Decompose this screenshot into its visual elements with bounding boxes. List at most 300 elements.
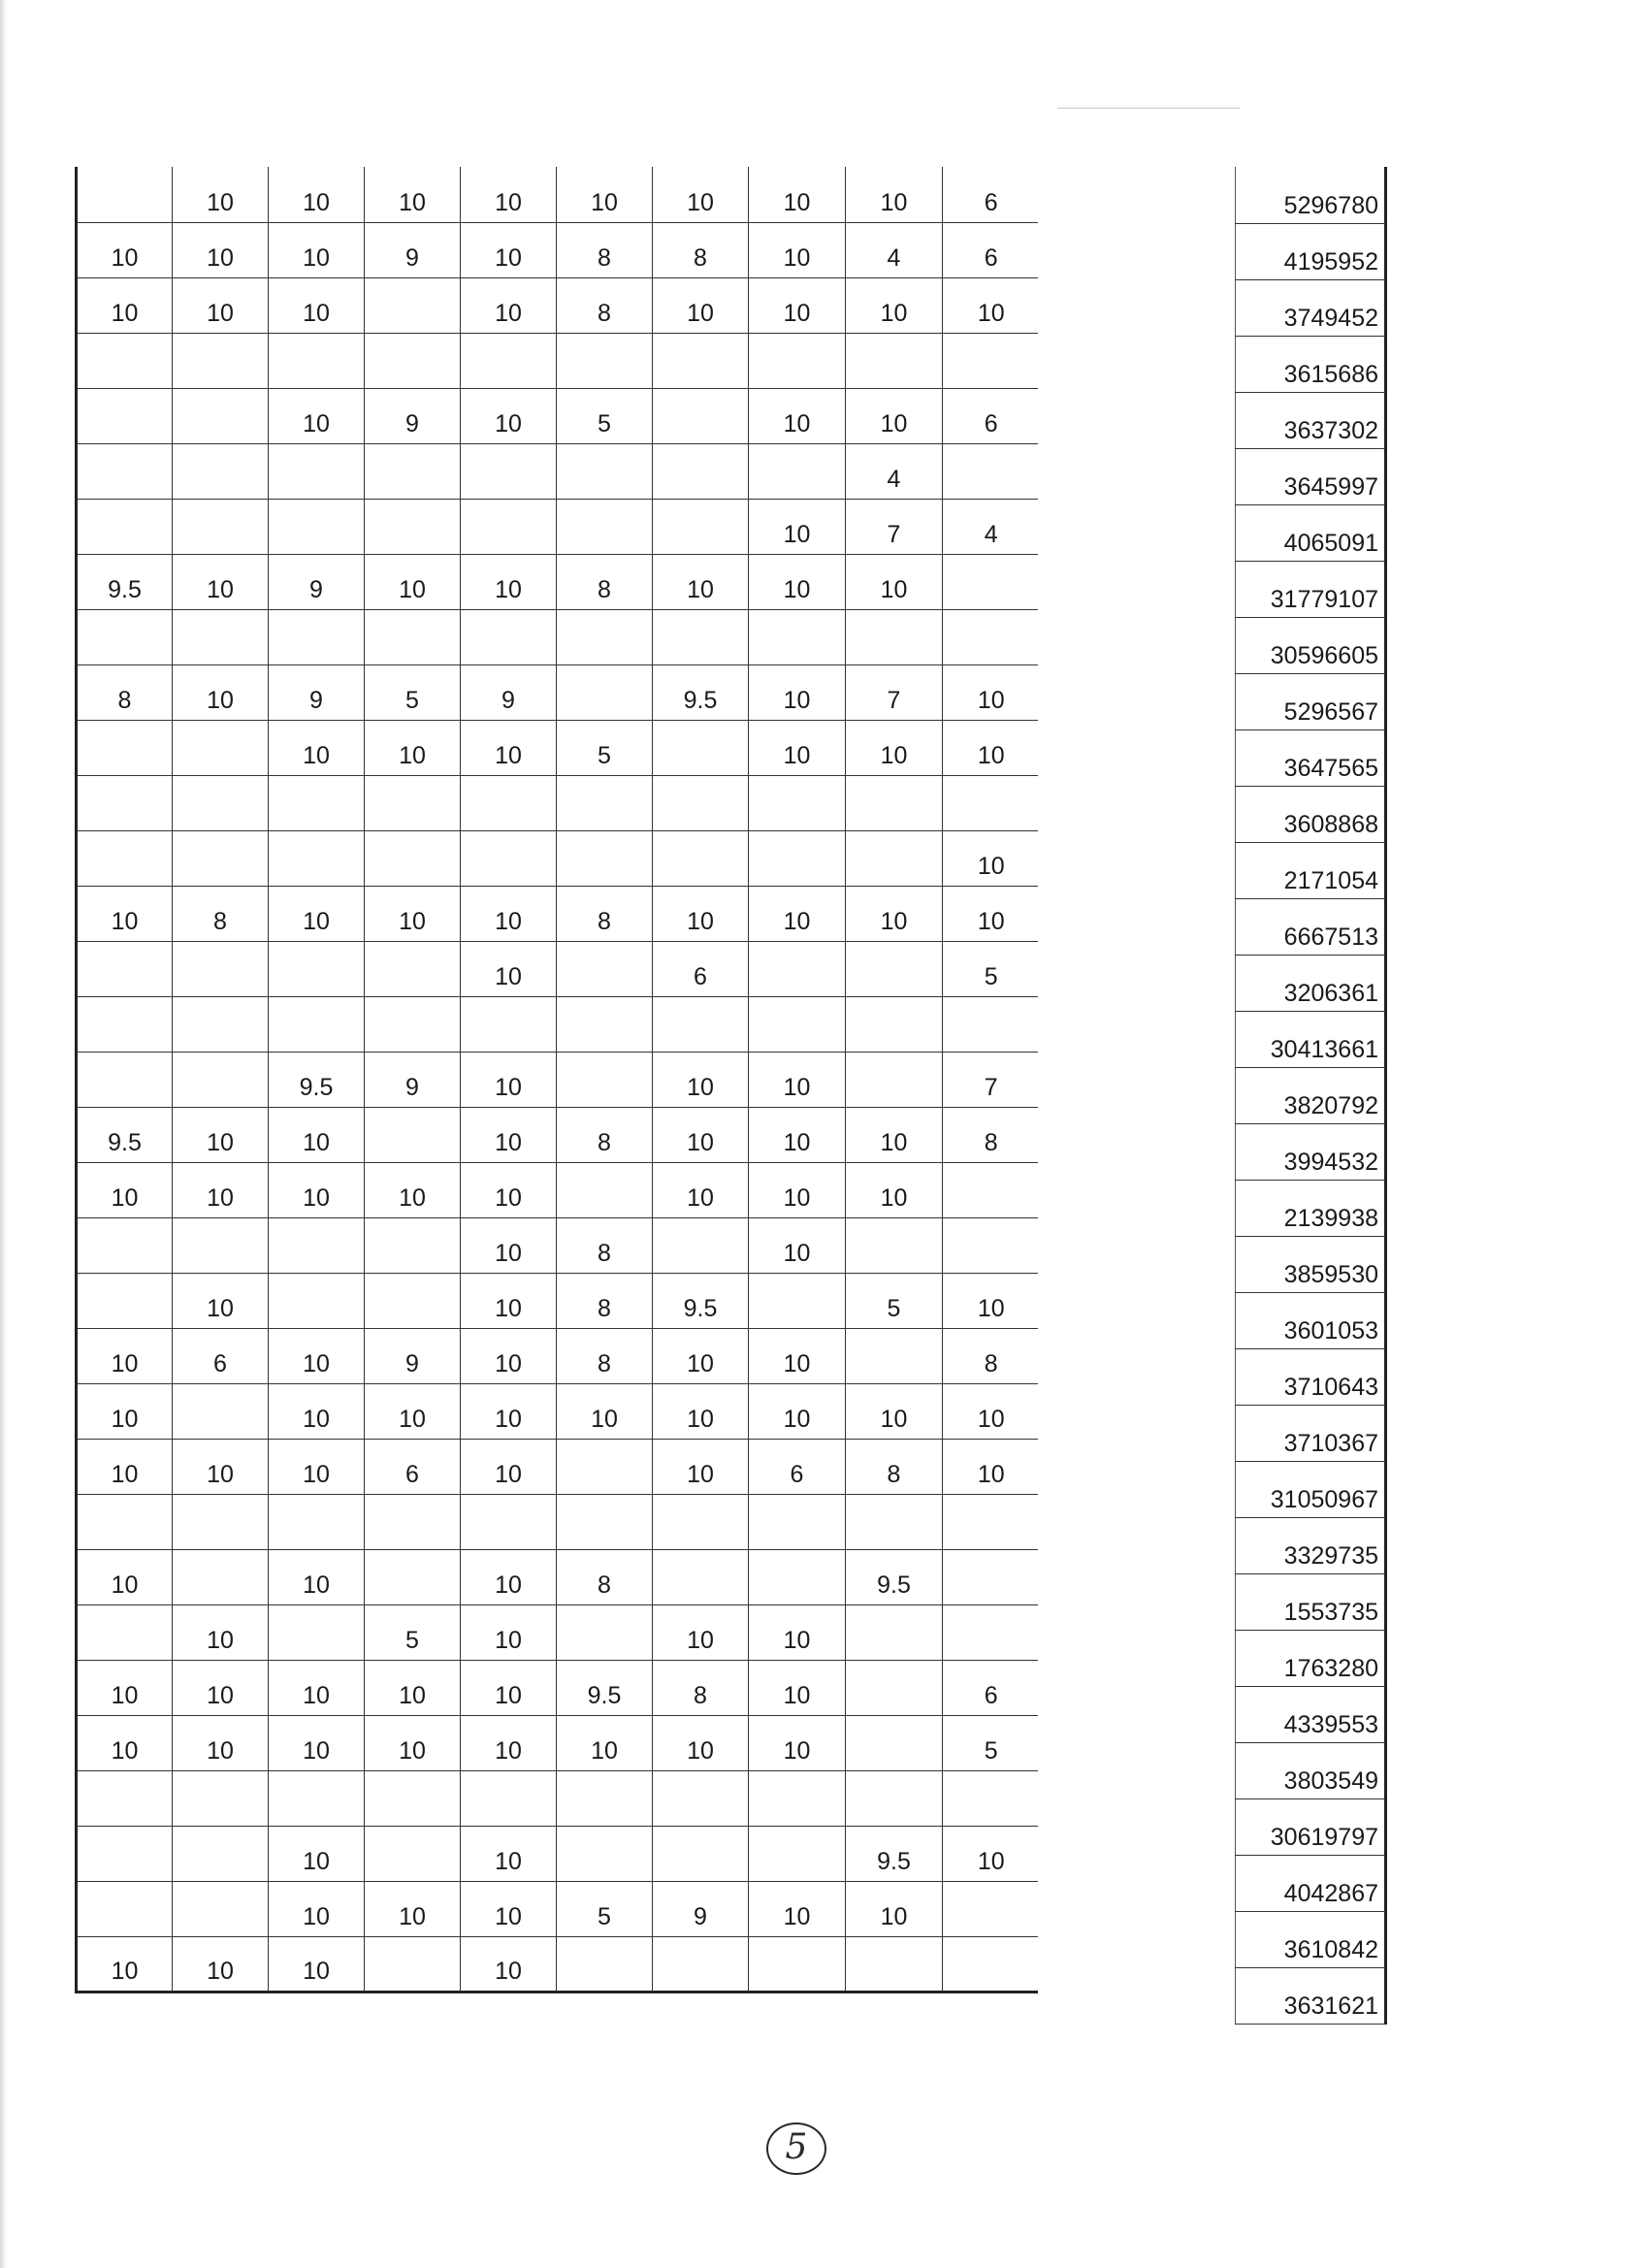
score-cell xyxy=(269,443,365,499)
score-cell: 9 xyxy=(653,1881,749,1936)
score-cell xyxy=(173,720,269,775)
score-cell xyxy=(653,1217,749,1273)
score-cell: 10 xyxy=(461,1826,557,1881)
student-id-row xyxy=(1236,1461,1386,1517)
score-cell: 10 xyxy=(461,720,557,775)
score-cell: 5 xyxy=(943,941,1039,996)
score-row xyxy=(77,886,1039,941)
student-id-cell: 3615686 xyxy=(1236,336,1386,392)
score-cell xyxy=(653,1826,749,1881)
score-row xyxy=(77,720,1039,775)
score-row xyxy=(77,277,1039,333)
scores-table-body xyxy=(77,167,1039,1992)
score-cell: 10 xyxy=(173,1162,269,1217)
score-cell xyxy=(557,1826,653,1881)
score-cell: 10 xyxy=(749,720,846,775)
score-cell xyxy=(943,333,1039,388)
student-id-row xyxy=(1236,1967,1386,2024)
score-cell xyxy=(77,1770,173,1826)
score-cell: 8 xyxy=(557,222,653,277)
score-cell: 6 xyxy=(943,1660,1039,1715)
score-cell xyxy=(77,720,173,775)
score-cell xyxy=(173,1052,269,1107)
score-cell xyxy=(365,941,461,996)
score-cell xyxy=(269,1604,365,1660)
score-cell xyxy=(269,1770,365,1826)
score-cell: 8 xyxy=(557,1273,653,1328)
score-cell xyxy=(846,941,943,996)
score-cell xyxy=(943,1936,1039,1992)
score-cell: 5 xyxy=(557,388,653,443)
student-id-row xyxy=(1236,1292,1386,1348)
score-cell: 10 xyxy=(77,222,173,277)
score-row xyxy=(77,664,1039,720)
student-id-row xyxy=(1236,786,1386,842)
score-cell: 4 xyxy=(846,222,943,277)
score-row xyxy=(77,1052,1039,1107)
score-cell: 10 xyxy=(77,1162,173,1217)
score-cell xyxy=(653,1770,749,1826)
score-row xyxy=(77,222,1039,277)
score-cell xyxy=(77,1826,173,1881)
score-cell xyxy=(77,609,173,664)
score-cell: 5 xyxy=(365,1604,461,1660)
score-cell xyxy=(173,996,269,1052)
score-cell: 10 xyxy=(749,1052,846,1107)
score-cell: 6 xyxy=(653,941,749,996)
student-id-cell: 2139938 xyxy=(1236,1180,1386,1236)
score-cell: 10 xyxy=(461,1936,557,1992)
score-cell: 10 xyxy=(365,1383,461,1439)
score-cell xyxy=(173,1549,269,1604)
score-cell xyxy=(461,996,557,1052)
score-row xyxy=(77,499,1039,554)
score-cell: 10 xyxy=(461,1273,557,1328)
score-cell xyxy=(173,1826,269,1881)
student-id-row xyxy=(1236,1236,1386,1292)
score-cell: 9 xyxy=(365,1328,461,1383)
score-cell xyxy=(77,333,173,388)
score-cell: 10 xyxy=(461,1328,557,1383)
score-cell xyxy=(653,720,749,775)
score-cell xyxy=(461,333,557,388)
score-cell: 10 xyxy=(365,720,461,775)
score-cell xyxy=(365,1770,461,1826)
score-cell xyxy=(77,1217,173,1273)
score-cell xyxy=(749,1936,846,1992)
score-cell: 8 xyxy=(173,886,269,941)
score-cell: 10 xyxy=(653,1604,749,1660)
student-id-cell: 3994532 xyxy=(1236,1123,1386,1180)
score-cell: 10 xyxy=(749,1162,846,1217)
score-cell: 9 xyxy=(365,1052,461,1107)
student-id-row xyxy=(1236,898,1386,955)
score-cell: 10 xyxy=(653,167,749,222)
score-cell: 8 xyxy=(77,664,173,720)
student-id-row xyxy=(1236,223,1386,279)
score-cell: 10 xyxy=(365,167,461,222)
score-cell xyxy=(749,775,846,830)
score-cell: 8 xyxy=(557,554,653,609)
score-cell: 10 xyxy=(846,1162,943,1217)
score-cell: 10 xyxy=(365,554,461,609)
score-cell xyxy=(943,1162,1039,1217)
score-cell: 10 xyxy=(943,1273,1039,1328)
student-id-table-body xyxy=(1236,167,1386,2024)
score-cell: 10 xyxy=(653,1439,749,1494)
score-cell: 10 xyxy=(365,1715,461,1770)
score-cell xyxy=(269,1273,365,1328)
score-cell xyxy=(269,941,365,996)
score-cell: 9 xyxy=(461,664,557,720)
score-cell: 10 xyxy=(557,1383,653,1439)
score-cell: 9.5 xyxy=(846,1549,943,1604)
score-cell xyxy=(77,1273,173,1328)
score-cell: 10 xyxy=(173,1660,269,1715)
score-cell: 10 xyxy=(461,1052,557,1107)
score-row xyxy=(77,1439,1039,1494)
score-cell: 10 xyxy=(173,277,269,333)
score-cell: 10 xyxy=(846,720,943,775)
student-id-cell: 3645997 xyxy=(1236,448,1386,504)
score-cell: 10 xyxy=(943,664,1039,720)
student-id-cell: 3631621 xyxy=(1236,1967,1386,2024)
student-id-row xyxy=(1236,955,1386,1011)
student-id-cell: 1763280 xyxy=(1236,1630,1386,1686)
score-cell xyxy=(269,996,365,1052)
student-id-row xyxy=(1236,1911,1386,1967)
score-cell: 10 xyxy=(269,1439,365,1494)
score-cell xyxy=(846,1770,943,1826)
score-cell: 10 xyxy=(943,1383,1039,1439)
score-cell: 6 xyxy=(749,1439,846,1494)
score-cell xyxy=(557,443,653,499)
score-cell: 10 xyxy=(461,167,557,222)
student-id-cell: 3610842 xyxy=(1236,1911,1386,1967)
student-id-cell: 30596605 xyxy=(1236,617,1386,673)
score-cell xyxy=(749,1494,846,1549)
score-cell xyxy=(846,1217,943,1273)
score-cell: 8 xyxy=(653,1660,749,1715)
student-id-cell: 3647565 xyxy=(1236,729,1386,786)
score-row xyxy=(77,1936,1039,1992)
score-cell xyxy=(365,499,461,554)
score-cell: 8 xyxy=(557,1328,653,1383)
score-cell: 10 xyxy=(269,1826,365,1881)
score-cell: 8 xyxy=(943,1107,1039,1162)
score-cell: 10 xyxy=(653,1328,749,1383)
score-cell xyxy=(653,830,749,886)
score-cell xyxy=(846,775,943,830)
score-cell: 10 xyxy=(173,1107,269,1162)
score-cell xyxy=(365,775,461,830)
student-id-row xyxy=(1236,1686,1386,1742)
score-cell: 10 xyxy=(653,1162,749,1217)
student-id-row xyxy=(1236,1573,1386,1630)
score-cell: 8 xyxy=(557,277,653,333)
score-cell: 10 xyxy=(749,1217,846,1273)
score-cell: 10 xyxy=(269,720,365,775)
score-cell: 10 xyxy=(461,1383,557,1439)
score-cell: 10 xyxy=(653,277,749,333)
score-cell xyxy=(173,830,269,886)
score-cell: 10 xyxy=(846,388,943,443)
page-number-circled: 5 xyxy=(766,2122,826,2175)
score-cell: 10 xyxy=(749,222,846,277)
score-cell: 6 xyxy=(943,222,1039,277)
score-cell xyxy=(846,609,943,664)
score-cell xyxy=(943,775,1039,830)
score-cell: 10 xyxy=(269,167,365,222)
score-cell: 9.5 xyxy=(653,1273,749,1328)
score-cell xyxy=(557,1052,653,1107)
score-row xyxy=(77,333,1039,388)
score-cell: 9 xyxy=(269,554,365,609)
score-cell: 10 xyxy=(269,1936,365,1992)
score-cell: 10 xyxy=(846,167,943,222)
score-row xyxy=(77,1383,1039,1439)
score-cell xyxy=(557,830,653,886)
student-id-cell: 3710367 xyxy=(1236,1405,1386,1461)
score-cell: 5 xyxy=(846,1273,943,1328)
score-cell: 7 xyxy=(943,1052,1039,1107)
score-cell: 10 xyxy=(846,1383,943,1439)
score-cell: 10 xyxy=(269,1549,365,1604)
score-cell xyxy=(365,443,461,499)
student-id-row xyxy=(1236,842,1386,898)
score-row xyxy=(77,1770,1039,1826)
score-cell: 9 xyxy=(365,222,461,277)
score-cell xyxy=(365,333,461,388)
score-cell: 10 xyxy=(653,886,749,941)
score-cell xyxy=(653,609,749,664)
score-cell: 10 xyxy=(653,1383,749,1439)
score-cell: 10 xyxy=(77,886,173,941)
student-id-cell: 3820792 xyxy=(1236,1067,1386,1123)
student-id-row xyxy=(1236,1067,1386,1123)
score-cell xyxy=(365,1549,461,1604)
score-cell xyxy=(461,1494,557,1549)
score-row xyxy=(77,388,1039,443)
score-cell: 10 xyxy=(749,1107,846,1162)
score-cell: 10 xyxy=(557,1715,653,1770)
score-row xyxy=(77,443,1039,499)
score-cell xyxy=(173,1494,269,1549)
score-cell xyxy=(173,1770,269,1826)
student-id-row xyxy=(1236,1405,1386,1461)
score-cell: 7 xyxy=(846,664,943,720)
score-row xyxy=(77,775,1039,830)
score-row xyxy=(77,167,1039,222)
score-cell xyxy=(461,1770,557,1826)
student-id-cell: 4065091 xyxy=(1236,504,1386,561)
score-cell xyxy=(846,333,943,388)
score-cell xyxy=(461,609,557,664)
student-id-row xyxy=(1236,1011,1386,1067)
score-cell xyxy=(77,830,173,886)
score-cell: 10 xyxy=(749,1604,846,1660)
student-id-cell: 4339553 xyxy=(1236,1686,1386,1742)
score-cell: 10 xyxy=(269,388,365,443)
score-cell xyxy=(557,609,653,664)
score-cell xyxy=(557,1770,653,1826)
score-cell xyxy=(269,775,365,830)
score-cell xyxy=(173,609,269,664)
score-cell xyxy=(749,333,846,388)
score-cell xyxy=(749,1549,846,1604)
student-id-cell: 6667513 xyxy=(1236,898,1386,955)
student-id-cell: 3637302 xyxy=(1236,392,1386,448)
score-cell xyxy=(749,609,846,664)
student-id-cell: 3206361 xyxy=(1236,955,1386,1011)
score-cell: 9.5 xyxy=(77,1107,173,1162)
student-id-row xyxy=(1236,1180,1386,1236)
score-cell xyxy=(173,1881,269,1936)
score-cell: 10 xyxy=(269,222,365,277)
score-cell: 10 xyxy=(846,886,943,941)
score-cell: 10 xyxy=(77,277,173,333)
scores-table-fragment xyxy=(75,167,1038,2029)
score-cell xyxy=(943,996,1039,1052)
score-cell xyxy=(653,775,749,830)
score-cell: 10 xyxy=(749,886,846,941)
score-cell: 10 xyxy=(461,941,557,996)
score-cell: 6 xyxy=(943,167,1039,222)
score-cell: 10 xyxy=(653,1107,749,1162)
score-cell: 6 xyxy=(943,388,1039,443)
score-cell xyxy=(846,830,943,886)
student-id-cell: 31779107 xyxy=(1236,561,1386,617)
score-cell xyxy=(77,996,173,1052)
score-cell: 10 xyxy=(943,1439,1039,1494)
student-id-row xyxy=(1236,167,1386,223)
score-cell: 5 xyxy=(943,1715,1039,1770)
score-row xyxy=(77,830,1039,886)
score-cell xyxy=(365,996,461,1052)
score-cell xyxy=(461,499,557,554)
score-cell: 9 xyxy=(365,388,461,443)
score-cell xyxy=(557,1936,653,1992)
score-cell: 10 xyxy=(77,1936,173,1992)
score-cell: 10 xyxy=(653,1052,749,1107)
score-cell xyxy=(557,1439,653,1494)
score-cell xyxy=(846,996,943,1052)
student-id-cell: 3329735 xyxy=(1236,1517,1386,1573)
student-id-row xyxy=(1236,392,1386,448)
score-cell xyxy=(365,1217,461,1273)
score-cell xyxy=(653,388,749,443)
score-cell: 9.5 xyxy=(77,554,173,609)
scores-table xyxy=(75,167,1038,1993)
score-cell: 10 xyxy=(461,1217,557,1273)
score-cell xyxy=(173,1217,269,1273)
score-row xyxy=(77,1715,1039,1770)
score-cell xyxy=(365,1273,461,1328)
student-id-row xyxy=(1236,1517,1386,1573)
score-cell: 10 xyxy=(846,554,943,609)
score-cell: 10 xyxy=(749,664,846,720)
score-cell xyxy=(77,443,173,499)
score-cell xyxy=(943,1604,1039,1660)
score-cell xyxy=(943,609,1039,664)
score-cell xyxy=(173,333,269,388)
score-cell: 5 xyxy=(557,1881,653,1936)
student-id-cell: 4042867 xyxy=(1236,1855,1386,1911)
score-cell xyxy=(77,388,173,443)
score-cell xyxy=(365,1936,461,1992)
score-cell xyxy=(77,1052,173,1107)
score-cell: 10 xyxy=(269,1881,365,1936)
score-cell xyxy=(557,1494,653,1549)
score-row xyxy=(77,1494,1039,1549)
score-cell: 10 xyxy=(365,1162,461,1217)
score-row xyxy=(77,609,1039,664)
score-cell: 10 xyxy=(461,1881,557,1936)
score-cell: 8 xyxy=(557,1217,653,1273)
score-cell: 10 xyxy=(749,499,846,554)
score-cell: 10 xyxy=(461,1604,557,1660)
score-cell: 10 xyxy=(173,167,269,222)
score-cell: 10 xyxy=(173,1273,269,1328)
score-cell: 4 xyxy=(846,443,943,499)
score-cell: 9.5 xyxy=(846,1826,943,1881)
score-cell xyxy=(653,443,749,499)
student-id-row xyxy=(1236,336,1386,392)
score-cell xyxy=(557,499,653,554)
score-cell: 10 xyxy=(943,886,1039,941)
score-cell xyxy=(269,609,365,664)
student-id-cell: 3803549 xyxy=(1236,1742,1386,1798)
score-cell: 10 xyxy=(943,720,1039,775)
student-id-row xyxy=(1236,1855,1386,1911)
score-cell: 7 xyxy=(846,499,943,554)
score-cell xyxy=(557,1162,653,1217)
score-cell: 10 xyxy=(269,886,365,941)
score-cell xyxy=(943,1549,1039,1604)
score-cell: 10 xyxy=(269,1328,365,1383)
student-id-cell: 1553735 xyxy=(1236,1573,1386,1630)
score-cell xyxy=(461,775,557,830)
score-cell xyxy=(943,1217,1039,1273)
score-cell xyxy=(846,1660,943,1715)
student-id-row xyxy=(1236,1123,1386,1180)
score-cell xyxy=(749,830,846,886)
score-cell: 10 xyxy=(461,554,557,609)
score-cell xyxy=(749,941,846,996)
student-id-cell: 3859530 xyxy=(1236,1236,1386,1292)
score-cell: 10 xyxy=(749,1660,846,1715)
score-cell: 10 xyxy=(749,388,846,443)
score-cell: 10 xyxy=(943,830,1039,886)
score-cell xyxy=(653,996,749,1052)
score-row xyxy=(77,1162,1039,1217)
score-cell xyxy=(269,830,365,886)
score-cell: 10 xyxy=(846,1107,943,1162)
score-cell: 10 xyxy=(77,1715,173,1770)
student-id-row xyxy=(1236,561,1386,617)
stray-pen-mark xyxy=(1057,108,1240,109)
score-cell xyxy=(943,1494,1039,1549)
score-cell: 10 xyxy=(269,277,365,333)
score-cell xyxy=(77,775,173,830)
score-cell: 10 xyxy=(77,1660,173,1715)
score-cell xyxy=(77,941,173,996)
score-cell xyxy=(365,277,461,333)
student-id-row xyxy=(1236,279,1386,336)
score-cell: 9.5 xyxy=(653,664,749,720)
score-cell xyxy=(365,830,461,886)
score-cell xyxy=(653,1936,749,1992)
